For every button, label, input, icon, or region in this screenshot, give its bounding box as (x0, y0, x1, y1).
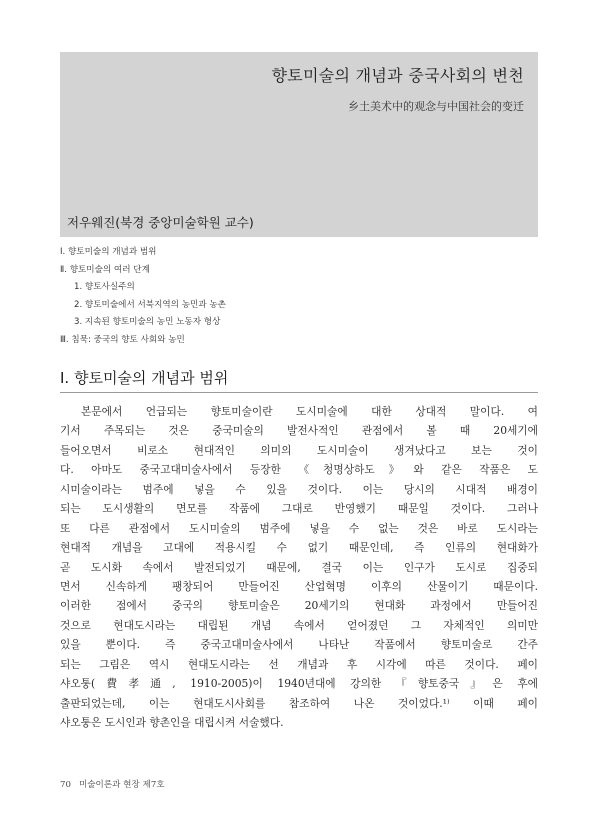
body-line: 또 다른 관점에서 도시미술의 범주에 넣을 수 없는 것은 바로 도시라는 (60, 521, 538, 535)
body-paragraph (60, 402, 538, 732)
body-line: 다. 아마도 중국고대미술사에서 등장한 《청명상하도》와 같은 작품은 도 (60, 463, 538, 477)
section-divider (60, 392, 538, 393)
body-line: 현대적 개념을 고대에 적용시킬 수 없기 때문인데, 즉 인류의 현대화가 (60, 541, 538, 555)
body-line: 되는 그림은 역시 현대도시라는 선 개념과 후 시각에 따른 것이다. 페이 (60, 657, 538, 671)
body-line: 면서 신속하게 팽창되어 만들어진 산업혁명 이후의 산물이기 때문이다. (60, 579, 538, 593)
page-number: 70 (60, 780, 71, 790)
article-subtitle: 乡土美术中的观念与中国社会的变迁 (348, 100, 524, 113)
toc-subitem: 3. 지속된 향토미술의 농민 노동자 형상 (74, 317, 221, 328)
toc-item: Ⅱ. 향토미술의 여러 단계 (60, 264, 150, 275)
section-heading: Ⅰ. 향토미술의 개념과 범위 (60, 369, 229, 387)
page-footer (60, 778, 165, 790)
body-line: 본문에서 언급되는 향토미술이란 도시미술에 대한 상대적 말이다. 여 (81, 405, 538, 418)
table-of-contents (60, 244, 538, 350)
body-line: 샤오퉁은 도시인과 향촌인을 대립시켜 서술했다. (60, 716, 284, 729)
toc-subitem: 2. 향토미술에서 서북지역의 농민과 농촌 (74, 299, 226, 310)
body-line: 이러한 점에서 중국의 향토미술은 20세기의 현대화 과정에서 만들어진 (60, 599, 538, 613)
toc-item: Ⅰ. 향토미술의 개념과 범위 (60, 247, 157, 257)
body-line: 들어오면서 비로소 현대적인 의미의 도시미술이 생겨났다고 보는 것이 (60, 443, 538, 457)
body-line: 출판되었는데, 이는 현대도시사회를 참조하여 나온 것이었다.¹⁾ 이때 페이 (60, 696, 538, 710)
toc-item: Ⅲ. 침묵: 중국의 향토 사회와 농민 (60, 334, 185, 345)
body-line: 시미술이라는 범주에 넣을 수 있을 것이다. 이는 당시의 시대적 배경이 (60, 482, 538, 496)
author-line: 저우웨진(북경 중앙미술학원 교수) (67, 215, 254, 230)
body-line: 있을 뿐이다. 즉 중국고대미술사에서 나타난 작품에서 향토미술로 간주 (60, 638, 538, 652)
body-line: 기서 주목되는 것은 중국미술의 발전사적인 관점에서 볼 때 20세기에 (60, 424, 538, 438)
body-line: 샤오퉁(費孝通, 1910-2005)이 1940년대에 강의한 『향토중국』은 후에 (60, 677, 538, 691)
body-line: 곧 도시화 속에서 발전되었기 때문에, 결국 이는 인구가 도시로 집중되 (60, 560, 538, 574)
journal-name: 미술이론과 현장 제7호 (78, 780, 165, 790)
title-banner (60, 52, 538, 237)
body-line: 되는 도시생활의 면모를 작품에 그대로 반영했기 때문일 것이다. 그러나 (60, 502, 538, 516)
article-title: 향토미술의 개념과 중국사회의 변천 (271, 66, 524, 85)
body-line: 것으로 현대도시라는 대립된 개념 속에서 얻어졌던 그 자체적인 의미만 (60, 618, 538, 632)
toc-subitem: 1. 향토사실주의 (74, 282, 135, 293)
